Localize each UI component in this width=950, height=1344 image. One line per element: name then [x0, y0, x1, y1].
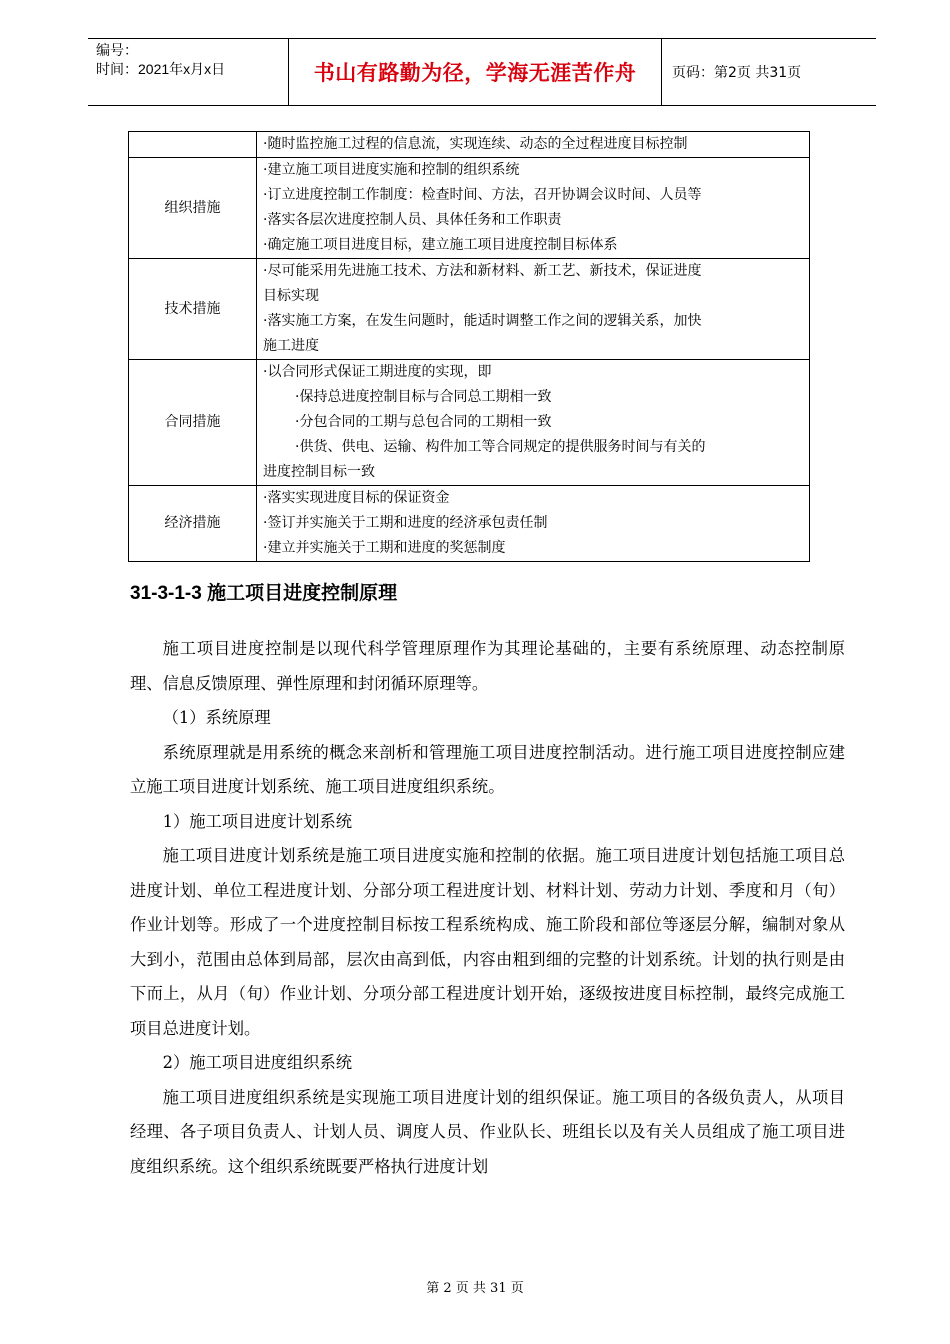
paragraph: （1）系统原理: [162, 708, 271, 727]
table-line: ·签订并实施关于工期和进度的经济承包责任制: [263, 515, 548, 531]
body-text: [130, 632, 845, 1184]
table-category-cell: 技术措施: [129, 259, 257, 360]
section-title: 31-3-1-3 施工项目进度控制原理: [130, 583, 398, 604]
table-row: [129, 132, 810, 158]
table-line: ·确定施工项目进度目标，建立施工项目进度控制目标体系: [263, 237, 618, 253]
table-category-cell: 经济措施: [129, 486, 257, 562]
table-row: [129, 259, 810, 360]
paragraph: 施工项目进度计划系统是施工项目进度实施和控制的依据。施工项目进度计划包括施工项目总进度计划、单位工程进度计划、分部分项工程进度计划、材料计划、劳动力计划、季度和月（旬）作业计划等。形成了一个进度控制目标按工程系统构成、施工阶段和部位等逐层分解，编制对象从大到小，范围由总体到局部，层次由高到低，内容由粗到细的完整的计划系统。计划的执行则是由下而上，从月（旬）作业计划、分项分部工程进度计划开始，逐级按进度目标控制，最终完成施工项目总进度计划。: [130, 846, 845, 1038]
table-line: ·建立并实施关于工期和进度的奖惩制度: [263, 540, 506, 556]
table-line: ·订立进度控制工作制度：检查时间、方法，召开协调会议时间、人员等: [263, 187, 702, 203]
measures-table: [128, 131, 810, 562]
table-row: [129, 158, 810, 259]
table-content-cell: [257, 158, 810, 259]
table-line: ·供货、供电、运输、构件加工等合同规定的提供服务时间与有关的: [295, 439, 706, 455]
paragraph: 1）施工项目进度计划系统: [162, 811, 353, 831]
table-category-cell: 合同措施: [129, 360, 257, 486]
table-content-cell: [257, 132, 810, 158]
table-row: [129, 486, 810, 562]
table-line: ·建立施工项目进度实施和控制的组织系统: [263, 162, 520, 178]
paragraph: 系统原理就是用系统的概念来剖析和管理施工项目进度控制活动。进行施工项目进度控制应建立施工项目进度计划系统、施工项目进度组织系统。: [130, 742, 845, 796]
time-label: 时间：2021年x月x日: [96, 61, 226, 77]
page-header: [88, 38, 876, 106]
table-category-cell: 组织措施: [129, 158, 257, 259]
table-row: [129, 360, 810, 486]
page-footer: 第 2 页 共 31 页: [426, 1281, 524, 1296]
table-line: 施工进度: [263, 338, 319, 354]
table-line: ·落实实现进度目标的保证资金: [263, 490, 450, 506]
table-line: 进度控制目标一致: [263, 464, 375, 480]
table-line: ·尽可能采用先进施工技术、方法和新材料、新工艺、新技术，保证进度: [263, 263, 702, 279]
table-content-cell: [257, 360, 810, 486]
table-line: ·分包合同的工期与总包合同的工期相一致: [295, 414, 552, 430]
table-line: ·落实施工方案，在发生问题时，能适时调整工作之间的逻辑关系，加快: [263, 313, 702, 329]
table-content-cell: [257, 486, 810, 562]
header-motto: 书山有路勤为径，学海无涯苦作舟: [288, 39, 662, 105]
table-line: ·保持总进度控制目标与合同总工期相一致: [295, 389, 552, 405]
table-line: 目标实现: [263, 288, 319, 304]
header-page-info: 页码：第2页 共31页: [672, 65, 802, 81]
paragraph: 施工项目进度组织系统是实现施工项目进度计划的组织保证。施工项目的各级负责人，从项目经理、各子项目负责人、计划人员、调度人员、作业队长、班组长以及有关人员组成了施工项目进度组织系统。这个组织系统既要严格执行进度计划: [130, 1087, 845, 1176]
table-line: ·随时监控施工过程的信息流，实现连续、动态的全过程进度目标控制: [263, 136, 688, 152]
table-content-cell: [257, 259, 810, 360]
table-category-cell: [129, 132, 257, 158]
table-line: ·以合同形式保证工期进度的实现，即: [263, 364, 492, 380]
table-line: ·落实各层次进度控制人员、具体任务和工作职责: [263, 212, 562, 228]
paragraph: 2）施工项目进度组织系统: [162, 1053, 353, 1072]
serial-label: 编号：: [96, 42, 138, 58]
header-meta: [88, 39, 288, 105]
paragraph: 施工项目进度控制是以现代科学管理原理作为其理论基础的，主要有系统原理、动态控制原理、信息反馈原理、弹性原理和封闭循环原理等。: [130, 639, 845, 693]
